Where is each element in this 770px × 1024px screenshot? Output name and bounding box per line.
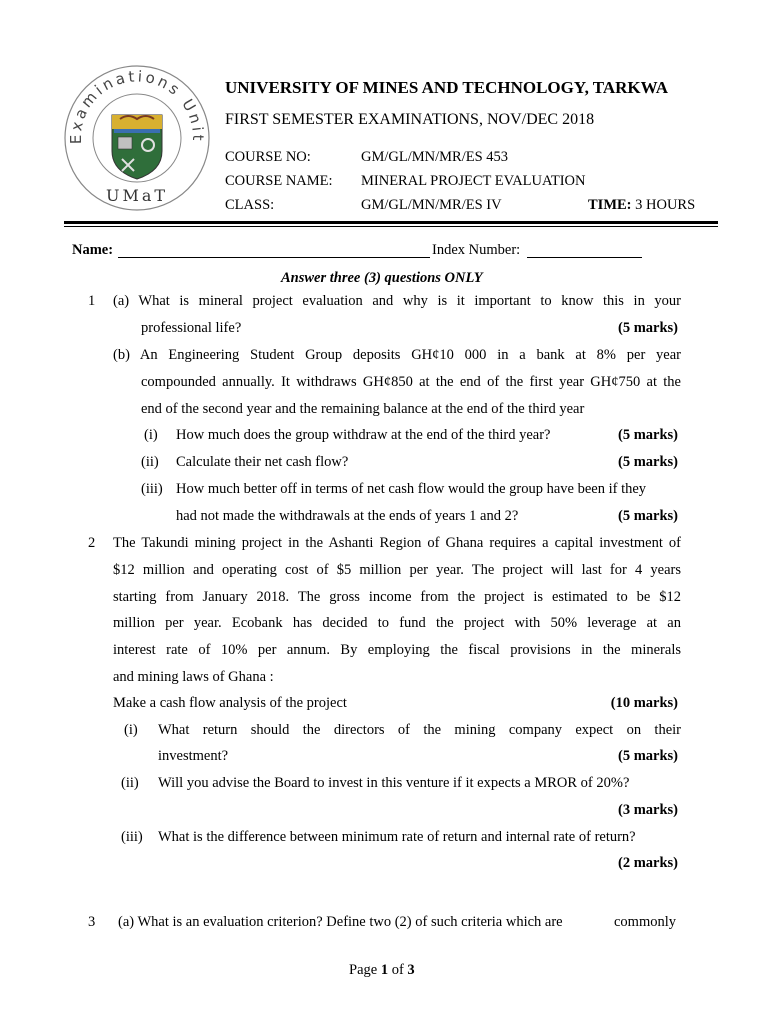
q1b-ii-marks: (5 marks) <box>617 454 678 470</box>
q2-i-line2: investment? <box>158 748 229 764</box>
q2-line1: The Takundi mining project in the Ashanti Region of Ghana requires a capital investment of <box>113 535 681 551</box>
class-label: CLASS: <box>225 197 275 213</box>
time-value: 3 HOURS <box>635 197 696 213</box>
page-number: 1 <box>380 962 389 978</box>
q1b-i-marks: (5 marks) <box>617 427 678 443</box>
page-total: 3 <box>407 962 415 978</box>
header-rule-thin <box>64 226 718 227</box>
q1a-line1: (a) What is mineral project evaluation and why is it important to know this in your <box>113 293 681 309</box>
q1b-ii-text: Calculate their net cash flow? <box>176 454 349 470</box>
index-number-field[interactable] <box>527 257 642 258</box>
course-name-value: MINERAL PROJECT EVALUATION <box>361 173 586 189</box>
q1b-line1: (b) An Engineering Student Group deposits GH¢10 000 in a bank at 8% per year <box>113 347 681 363</box>
header-rule-thick <box>64 221 718 224</box>
q2-i-line1: What return should the directors of the mining company expect on their <box>158 722 681 738</box>
class-value: GM/GL/MN/MR/ES IV <box>361 197 502 213</box>
q2-line6: and mining laws of Ghana : <box>113 669 274 685</box>
q2-iii-text: What is the difference between minimum rate of return and internal rate of return? <box>158 829 636 845</box>
q2-i-number: (i) <box>124 722 138 738</box>
university-seal <box>62 63 212 213</box>
q2-make-text: Make a cash flow analysis of the project <box>113 695 347 711</box>
q2-iii-marks: (2 marks) <box>617 855 678 871</box>
q1b-line3: end of the second year and the remaining balance at the end of the third year <box>141 401 585 417</box>
time-info <box>588 197 695 214</box>
q1b-i-text: How much does the group withdraw at the end of the third year? <box>176 427 551 443</box>
exam-title: FIRST SEMESTER EXAMINATIONS, NOV/DEC 2018 <box>225 111 595 128</box>
q3a-text: (a) What is an evaluation criterion? Define two (2) of such criteria which are <box>118 914 563 930</box>
of-word: of <box>391 962 404 978</box>
q1b-iii-line2: had not made the withdrawals at the ends of years 1 and 2? <box>176 508 519 524</box>
course-no-value: GM/GL/MN/MR/ES 453 <box>361 149 509 165</box>
q3-number: 3 <box>88 914 96 930</box>
q3a-tail: commonly <box>614 914 677 930</box>
name-label: Name: <box>72 242 114 258</box>
seal-bottom-text: UMaT <box>105 186 169 205</box>
instructions: Answer three (3) questions ONLY <box>281 270 483 286</box>
time-label: TIME: <box>588 197 632 213</box>
q2-line2: $12 million and operating cost of $5 million per year. The project will last for 4 years <box>113 562 681 578</box>
q2-ii-number: (ii) <box>121 775 139 791</box>
seal-ring-text: Examinations Unit <box>66 67 208 145</box>
seal-graphic <box>62 63 212 213</box>
course-no-label: COURSE NO: <box>225 149 311 165</box>
q2-i-marks: (5 marks) <box>617 748 678 764</box>
q2-line5: interest rate of 10% per annum. By employing the fiscal provisions in the minerals <box>113 642 681 658</box>
page-word: Page <box>349 962 378 978</box>
index-number-label: Index Number: <box>432 242 521 258</box>
q1b-line2: compounded annually. It withdraws GH¢850 at the end of the first year GH¢750 at the <box>141 374 681 390</box>
name-field[interactable] <box>118 257 430 258</box>
university-title: UNIVERSITY OF MINES AND TECHNOLOGY, TARKWA <box>225 78 669 97</box>
q1b-iii-number: (iii) <box>141 481 163 497</box>
q2-iii-number: (iii) <box>121 829 143 845</box>
q1b-ii-number: (ii) <box>141 454 159 470</box>
q1b-iii-line1: How much better off in terms of net cash flow would the group have been if they <box>176 481 647 497</box>
q1-number: 1 <box>88 293 96 309</box>
q2-number: 2 <box>88 535 96 551</box>
q1a-line2: professional life? <box>141 320 242 336</box>
q1b-iii-marks: (5 marks) <box>617 508 678 524</box>
q2-line4: million per year. Ecobank has decided to fund the project with 50% leverage at an <box>113 615 681 631</box>
q2-ii-marks: (3 marks) <box>617 802 678 818</box>
page-footer <box>349 962 415 979</box>
q2-make-marks: (10 marks) <box>610 695 678 711</box>
q1a-marks: (5 marks) <box>617 320 678 336</box>
q2-line3: starting from January 2018. The gross income from the project is estimated to be $12 <box>113 589 681 605</box>
q1b-i-number: (i) <box>144 427 158 443</box>
course-name-label: COURSE NAME: <box>225 173 333 189</box>
q2-ii-text: Will you advise the Board to invest in this venture if it expects a MROR of 20%? <box>158 775 630 791</box>
